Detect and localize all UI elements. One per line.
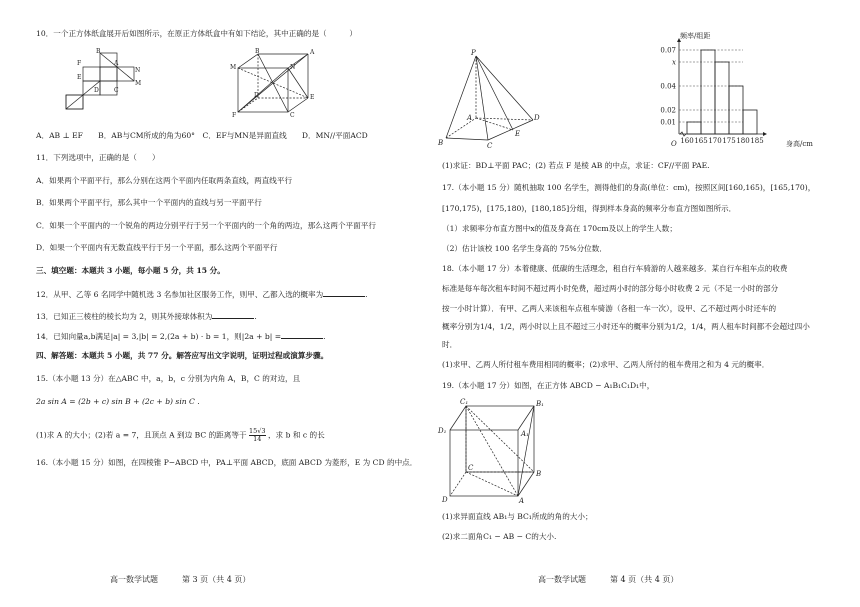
histogram-bar: [701, 50, 715, 134]
histogram-bar: [687, 122, 701, 134]
q17-part1: （1）求频率分布直方图中x的值及身高在 170cm及以上的学生人数；: [442, 224, 677, 233]
x-tick-label: 175: [722, 137, 736, 145]
q18-line3: 按一小时计算）．有甲、乙两人来该租车点租车骑游（各租一车一次），设甲、乙不超过两小时还车的: [442, 304, 777, 313]
q11-option-d: D．如果一个平面内有无数直线平行于另一个平面，那么这两个平面平行: [36, 243, 278, 252]
left-footer: 高一数学试题 第 3 页（共 4 页）: [110, 575, 251, 584]
x-tick-label: 180: [736, 137, 750, 145]
cube-label: M: [230, 64, 237, 71]
q10-options: A．AB ⊥ EF B．AB与CM所成的角为60° C．EF与MN是异面直线 D．MN//平面ACD: [36, 131, 368, 140]
q19-cube-label: D: [442, 496, 448, 504]
q11-option-c: C．如果一个平面内的一个锐角的两边分别平行于另一个平面内的一个角的两边，那么这两个平面平行: [36, 221, 376, 230]
q12-text: 12．从甲、乙等 6 名同学中随机选 3 名参加社区服务工作，则甲、乙都入选的概率为: [36, 290, 324, 299]
q17-line2: [170,175)，[175,180)，[180,185]分组，得到样本身高的频率分布直方图如图所示．: [442, 204, 737, 213]
q15-part-a: (1)求 A 的大小；(2)若 a = 7，且顶点 A 到边 BC 的距离等于: [36, 430, 247, 440]
q17-line1: 17.（本小题 15 分）随机抽取 100 名学生，测得他们的身高(单位：cm)，按照区间[160,165)，[165,170)，: [442, 183, 816, 192]
q16-parts: (1)求证：BD⊥平面 PAC；(2) 若点 F 是棱 AB 的中点，求证：CF//平面 PAE.: [442, 161, 710, 170]
chart-xlabel: 身高/cm: [786, 140, 813, 148]
histogram-bar: [715, 62, 729, 134]
pyramid-label: B: [438, 139, 444, 147]
q19-cube-label: A₁: [521, 430, 529, 438]
q18-line4: 概率分别为1/4，1/2，两小时以上且不超过三小时还车的概率分别为1/2，1/4，两人租车时间都不会超过四小: [442, 322, 810, 331]
q18-line1: 18.（本小题 17 分）本着健康、低碳的生活理念，租自行车骑游的人越来越多．某自行车租车点的收费: [442, 264, 788, 273]
q14: 14．已知向量a,b满足|a| = 3,|b| = 2,(2a + b) · b = 1，则|2a + b| = .: [36, 332, 326, 341]
q19-cube-label: C₁: [460, 398, 469, 406]
q12: 12．从甲、乙等 6 名同学中随机选 3 名参加社区服务工作，则甲、乙都入选的概率为 .: [36, 290, 368, 299]
cube-figure: [228, 50, 318, 118]
q19-cube-label: B₁: [536, 400, 544, 408]
q19-cube-figure: [438, 396, 553, 504]
net-label: E: [77, 74, 82, 81]
q19-part2: (2)求二面角C₁ − AB − C的大小.: [442, 532, 557, 541]
pyramid-label: P: [471, 49, 476, 57]
x-tick-label: 185: [750, 137, 764, 145]
net-label: B: [96, 48, 101, 55]
q15-fraction-denominator: 14: [253, 435, 262, 443]
q11-option-b: B．如果两个平面平行，那么其中一个平面内的直线与另一平面平行: [36, 198, 262, 207]
y-tick-label: x: [672, 58, 676, 67]
section-3-heading: 三、填空题：本题共 3 小题，每小题 5 分，共 15 分。: [36, 266, 225, 275]
net-label: N: [135, 67, 141, 74]
section-4-heading: 四、解答题：本题共 5 小题，共 77 分。解答应写出文字说明，证明过程或演算步骤。: [36, 351, 329, 360]
pyramid-label: E: [515, 130, 521, 138]
cube-label: F: [232, 112, 237, 119]
q14-text: 14．已知向量a,b满足|a| = 3,|b| = 2,(2a + b) · b = 1，则|2a + b| =: [36, 332, 282, 341]
q18-line5: 时．: [442, 340, 458, 349]
q16-stem: 16.（本小题 15 分）如图，在四棱锥 P−ABCD 中，PA⊥平面 ABCD，底面 ABCD 为菱形，E 为 CD 的中点．: [36, 458, 418, 467]
q14-answer-blank[interactable]: [281, 330, 323, 339]
q11-option-a: A．如果两个平面平行，那么分别在这两个平面内任取两条直线，两直线平行: [36, 176, 293, 185]
q19-cube-label: C: [468, 464, 474, 472]
net-label: F: [77, 60, 82, 67]
y-tick-label: 0.04: [660, 82, 676, 91]
q13-text: 13．已知正三棱柱的棱长均为 2，则其外接球体积为: [36, 312, 213, 321]
q15-fraction: [249, 428, 266, 443]
q15-fraction-numerator: 15√3: [248, 427, 266, 435]
y-tick-label: 0.02: [660, 106, 676, 115]
cube-label: D: [254, 92, 259, 99]
q15-part-b: ，求 b 和 c 的长: [267, 430, 325, 440]
q19-cube-label: B: [536, 470, 542, 478]
y-tick-label: 0.01: [660, 118, 676, 127]
q17-part2: （2）估计该校 100 名学生身高的 75%分位数．: [442, 244, 607, 253]
right-footer: 高一数学试题 第 4 页（共 4 页）: [538, 575, 679, 584]
y-tick-label: 0.07: [660, 46, 676, 55]
q13: 13．已知正三棱柱的棱长均为 2，则其外接球体积为 .: [36, 312, 257, 321]
cube-label: E: [310, 94, 315, 101]
x-axis-arrow: [763, 132, 767, 136]
q19-stem: 19.（本小题 17 分）如图，在正方体 ABCD − A₁B₁C₁D₁中，: [442, 381, 655, 390]
net-label: M: [135, 80, 142, 87]
q15-line3: [36, 428, 325, 443]
q10-stem: 10．一个正方体纸盒展开后如图所示，在原正方体纸盒中有如下结论，其中正确的是（ ）: [36, 29, 358, 38]
q15-line2: 2a sin A = (2b + c) sin B + (2c + b) sin C .: [36, 397, 200, 406]
pyramid-label: C: [487, 142, 493, 150]
q12-answer-blank[interactable]: [323, 288, 365, 297]
x-tick-label: 160: [680, 137, 694, 145]
x-tick-label: 165: [694, 137, 708, 145]
chart-ylabel: 频率/组距: [680, 32, 711, 40]
q15-line1: 15.（本小题 13 分）在△ABC 中，a，b，c 分别为内角 A，B，C 的对边，且: [36, 374, 301, 383]
q19-part1: (1)求异面直线 AB₁与 BC₁所成的角的大小；: [442, 512, 593, 521]
cube-label: N: [290, 64, 296, 71]
histogram-bar: [743, 110, 757, 134]
q18-line2: 标准是每车每次租车时间不超过两小时免费，超过两小时的部分每小时收费 2 元（不足一小时的部分: [442, 284, 779, 293]
net-label: D: [94, 87, 99, 94]
height-histogram: [633, 30, 823, 150]
chart-origin-label: O: [671, 140, 677, 148]
cube-net-figure: [60, 48, 170, 118]
pyramid-label: A: [467, 114, 473, 122]
net-label: A: [114, 60, 119, 67]
pyramid-figure: [438, 50, 538, 150]
q19-cube-label: D₁: [438, 427, 447, 435]
cube-label: C: [290, 112, 295, 119]
pyramid-label: D: [534, 114, 540, 122]
q19-cube-label: A: [519, 497, 525, 505]
q13-answer-blank[interactable]: [212, 310, 254, 319]
right-page: [430, 0, 860, 607]
cube-label: B: [255, 48, 260, 55]
x-tick-label: 170: [708, 137, 722, 145]
q11-stem: 11．下列选项中，正确的是（ ）: [36, 153, 160, 162]
cube-label: A: [310, 49, 315, 56]
q18-parts: (1)求甲、乙两人所付租车费用相同的概率；(2)求甲、乙两人所付的租车费用之和为 4 元的概率．: [442, 360, 770, 369]
net-label: C: [114, 87, 119, 94]
